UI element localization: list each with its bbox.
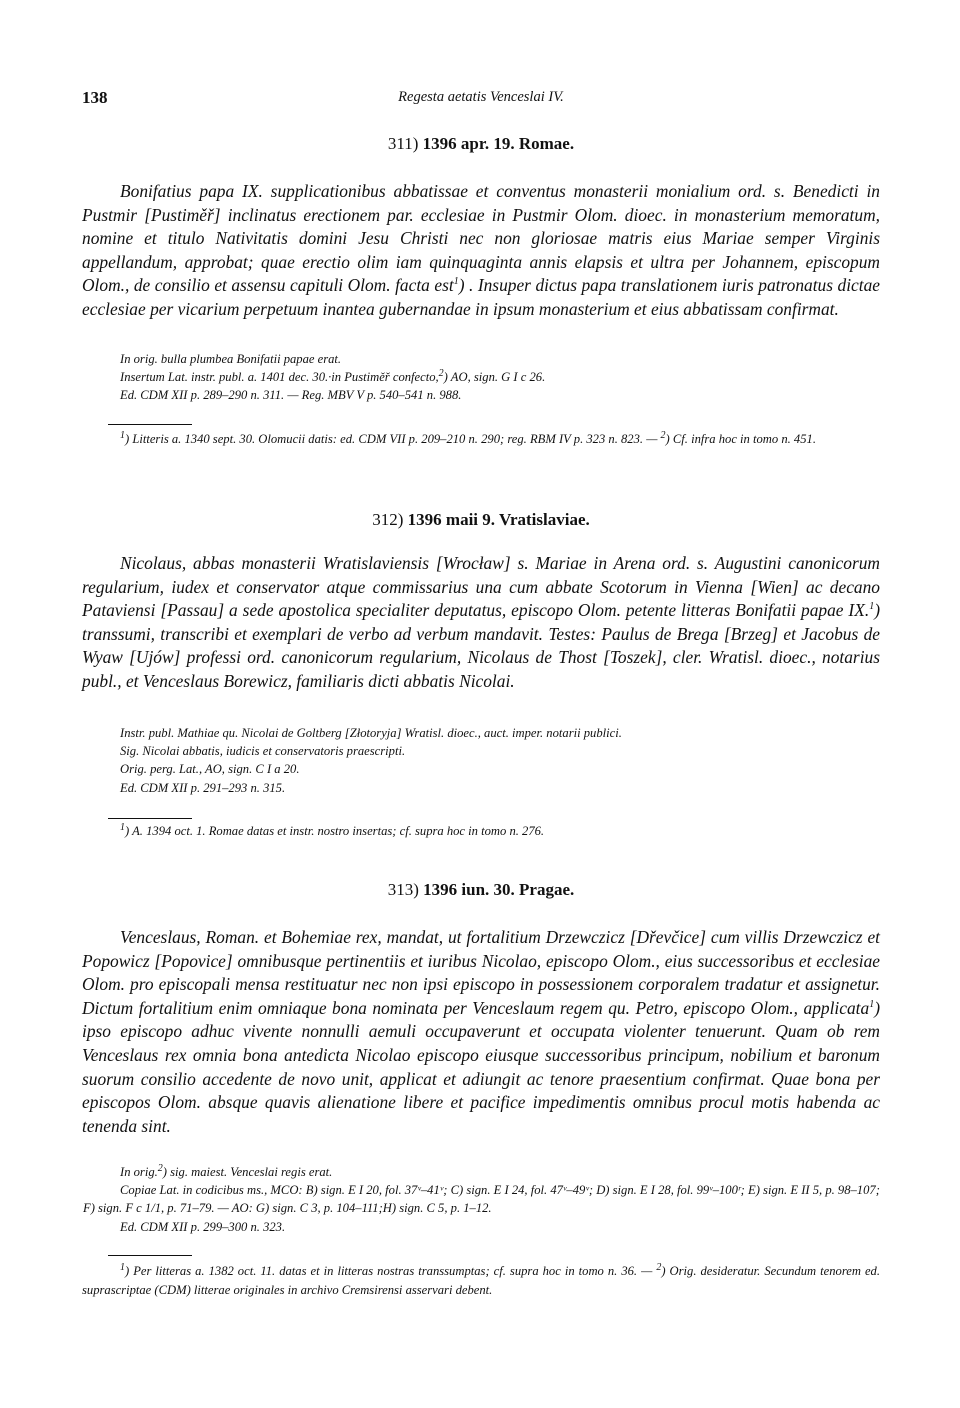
regest-text: Nicolaus, abbas monasterii Wratislaviensis [Wrocław] s. Mariae in Arena ord. s. Augustini canonicorum regularium, iudex et conservator atque commissarius una cum abbate Scotorum in Vienna [Wien] ac decano Pataviensi [Passau] a sede apostolica specialiter deputatus, episcopo Olom. petente litteras Bonifatii papae IX.$^1$) transsumi, transcribi et exemplari de verbo ad verbum mandavit. Testes: Paulus de Brega [Brzeg] et Jacobus de Wyaw [Ujów] professi ord. canonicorum regularium, Nicolaus de Thost [Toszek], cler. Wratisl. dioec., notarius publ., et Venceslaus Borewicz, familiaris dicti abbatis Nicolai.: [82, 553, 880, 691]
note-line: Ed. CDM XII p. 299–300 n. 323.: [120, 1219, 286, 1234]
note-line: Sig. Nicolai abbatis, iudicis et conservatoris praescripti.: [120, 744, 406, 759]
entry-date: 1396 apr. 19. Romae.: [422, 134, 575, 153]
regest-text: Bonifatius papa IX. supplicationibus abbatissae et conventus monasterii monialium ord. s. Benedicti in Pustmir [Pustiměř] inclinatus erectionem par. ecclesiae in Pustmir Olom. dioec. in monasterium memoratum, nomine et titulo Nativitatis domini Jesu Christi nec non gloriosae matris eius Mariae semper Virginis appellandum, approbat; quae erectio olim iam quinquaginta annis elapsis et ultra per Johannem, episcopum Olom., de consilio et assensu capituli Olom. facta est$^1$) . Insuper dictus papa translationem iuris patronatus dictae ecclesiae per vicarium perpetuum inantea gubernandae in ipsum monasterium et eius abbatissam confirmat.: [82, 181, 880, 319]
running-title: Regesta aetatis Venceslai IV.: [398, 89, 564, 105]
note-line: Instr. publ. Mathiae qu. Nicolai de Goltberg [Złotoryja] Wratisl. dioec., auct. imper. notarii publici.: [120, 726, 622, 740]
page-header: [82, 88, 880, 112]
entry-number: 313): [387, 880, 419, 899]
entry-date: 1396 iun. 30. Pragae.: [423, 880, 575, 899]
entry-heading: [82, 134, 880, 154]
page-number: 138: [82, 88, 108, 107]
footnote: $^1$) Per litteras a. 1382 oct. 11. datas et in litteras nostras transsumptas; cf. supra hoc in tomo n. 36. — $^2$) Orig. desideratur. Secundum tenorem ed. suprascriptae (CDM) litterae originales in archivo Cremsirensi asservari debent.: [82, 1261, 880, 1297]
footnote-ref: 1: [869, 601, 875, 613]
tradition-notes: [120, 724, 880, 797]
footnote-rule: [108, 424, 192, 425]
note-line: Orig. perg. Lat., AO, sign. C I a 20.: [120, 762, 300, 777]
entry-heading: [82, 510, 880, 530]
note-line: In orig. bulla plumbea Bonifatii papae erat.: [120, 352, 342, 366]
footnote: $^1$) Litteris a. 1340 sept. 30. Olomucii datis: ed. CDM VII p. 209–210 n. 290; reg. RBM IV p. 323 n. 823. — $^2$) Cf. infra hoc in tomo n. 451.: [120, 429, 816, 446]
footnote-rule: [108, 1255, 192, 1256]
tradition-notes: [83, 1162, 880, 1236]
entry-heading: [82, 880, 880, 900]
entry-date: 1396 maii 9. Vratislaviae.: [407, 510, 590, 529]
footnote-ref: 1: [453, 276, 459, 288]
footnote-ref: 1: [869, 998, 875, 1010]
entry-number: 311): [387, 134, 419, 153]
note-line: Ed. CDM XII p. 289–290 n. 311. — Reg. MBV V p. 540–541 n. 988.: [120, 388, 462, 403]
tradition-notes: [120, 350, 880, 405]
footnote: $^1$) A. 1394 oct. 1. Romae datas et instr. nostro insertas; cf. supra hoc in tomo n. 276.: [120, 821, 545, 838]
regest-text: Venceslaus, Roman. et Bohemiae rex, mandat, ut fortalitium Drzewczicz [Dřevčice] cum villis Drzewczicz et Popowicz [Popovice] omnibusque pertinentiis et iuribus Nicolao, episcopo Olom., eius successoribus et ecclesiae Olom. pro episcopali mensa restituatur nec non ipsi episcopo in possessionem corporalem tradatur et assignetur. Dictum fortalitium enim omniaque bona nominata per Venceslaum regem qu. Petro, episcopo Olom., applicata$^1$) ipso episcopo adhuc vivente nonnulli aemuli occupaverunt et occupata violenter tenuerunt. Quam ob rem Venceslaus rex omnia bona antedicta Nicolao episcopo eiusque successoribus principum, nobilium et baronum suorum consilio accedente de novo unit, applicat et adiungit ac tenore praesentium confirmat. Quae bona per episcopos Olom. absque quavis alienatione libere et pacifice impedimentis omnibus procul motis habenda ac tenenda sint.: [82, 927, 880, 1136]
footnote-rule: [108, 818, 192, 819]
note-line: Insertum Lat. instr. publ. a. 1401 dec. 30.·in Pustiměř confecto,$^2$) AO, sign. G I c 26.: [120, 368, 546, 385]
entry-number: 312): [372, 510, 404, 529]
note-line: Ed. CDM XII p. 291–293 n. 315.: [120, 780, 286, 795]
note-line: Copiae Lat. in codicibus ms., MCO: B) sign. E I 20, fol. 37ᵛ–41ᵛ; C) sign. E I 24, fol. 47ᵛ–49ᵛ; D) sign. E I 28, fol. 99ᵛ–100ʳ; E) sign. E II 5, p. 98–107; F) sign. F c 1/1, p. 71–79. — AO: G) sign. C 3, p. 104–111;H) sign. C 5, p. 1–12.: [83, 1183, 880, 1216]
note-line: In orig.$^2$) sig. maiest. Venceslai regis erat.: [120, 1162, 333, 1179]
